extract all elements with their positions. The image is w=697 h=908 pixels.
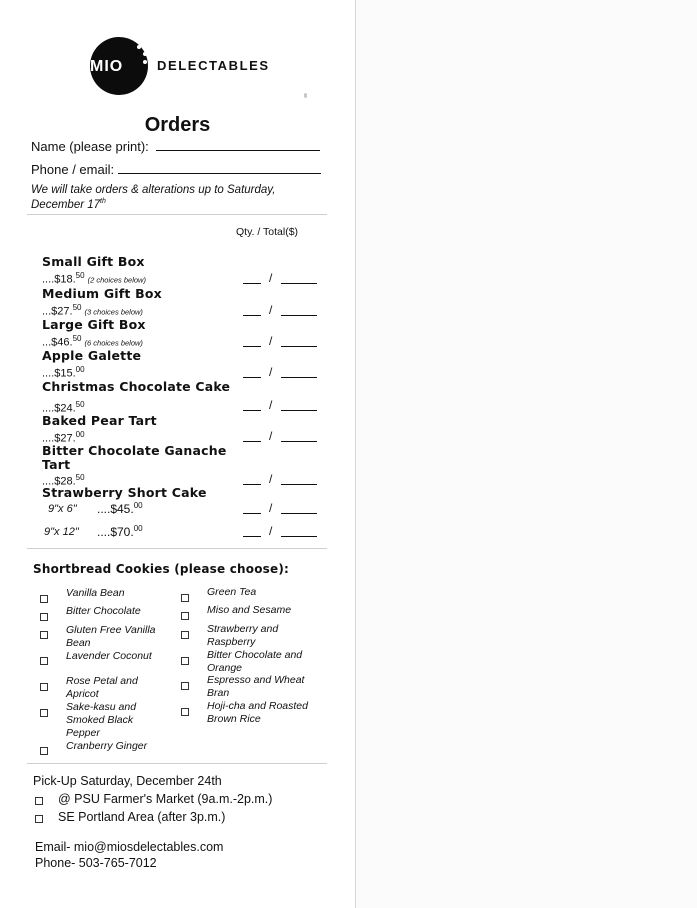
slash: / xyxy=(269,472,273,486)
qty-field[interactable] xyxy=(243,346,261,347)
product-name: Small Gift Box xyxy=(42,254,145,269)
slash: / xyxy=(269,303,273,317)
cookie-option-cont: Raspberry xyxy=(207,636,256,648)
cookie-checkbox[interactable] xyxy=(40,747,48,755)
cookie-option: Strawberry and xyxy=(207,623,279,635)
total-field[interactable] xyxy=(281,484,317,485)
cookie-option: Cranberry Ginger xyxy=(66,740,148,752)
qty-field[interactable] xyxy=(243,410,261,411)
cookie-option: Lavender Coconut xyxy=(66,650,152,662)
slash: / xyxy=(269,429,273,443)
product-name: Apple Galette xyxy=(42,348,142,363)
cookie-option-cont: Apricot xyxy=(66,688,99,700)
deadline-note-line2: December 17th xyxy=(31,198,106,211)
cookie-checkbox[interactable] xyxy=(181,708,189,716)
cookies-heading: Shortbread Cookies (please choose): xyxy=(33,562,290,576)
logo-dot xyxy=(143,60,147,64)
size-price: ....$45.00 xyxy=(97,501,143,516)
total-field[interactable] xyxy=(281,346,317,347)
cookie-checkbox[interactable] xyxy=(40,657,48,665)
contact-email: Email- mio@miosdelectables.com xyxy=(35,840,224,854)
qty-field[interactable] xyxy=(243,441,261,442)
cookie-option-cont: Pepper xyxy=(66,727,100,739)
product-price: ....$18.50 (2 choices below) xyxy=(42,271,146,286)
qty-field[interactable] xyxy=(243,513,261,514)
cookie-option-cont: Brown Rice xyxy=(207,713,261,725)
total-field[interactable] xyxy=(281,377,317,378)
name-field[interactable] xyxy=(156,150,320,151)
product-price: ....$27.00 xyxy=(42,430,85,445)
cookie-option: Miso and Sesame xyxy=(207,604,292,616)
cookie-option-cont: Bran xyxy=(207,687,230,699)
product-name: Large Gift Box xyxy=(42,317,146,332)
total-field[interactable] xyxy=(281,536,317,537)
cookie-checkbox[interactable] xyxy=(40,631,48,639)
cookie-checkbox[interactable] xyxy=(181,631,189,639)
logo-dot xyxy=(137,45,141,49)
total-field[interactable] xyxy=(281,315,317,316)
cookie-option: Sake-kasu and xyxy=(66,701,137,713)
size-label: 9"x 6" xyxy=(48,503,77,515)
product-price: ...$27.50 (3 choices below) xyxy=(42,303,143,318)
phone-email-field[interactable] xyxy=(118,173,321,174)
slash: / xyxy=(269,271,273,285)
product-price: ...$46.50 (6 choices below) xyxy=(42,334,143,349)
cookie-option: Rose Petal and xyxy=(66,675,138,687)
cookie-option-cont: Orange xyxy=(207,662,243,674)
contact-phone: Phone- 503-765-7012 xyxy=(35,856,157,870)
cookie-checkbox[interactable] xyxy=(40,709,48,717)
product-name: Bitter Chocolate Ganache xyxy=(42,443,227,458)
name-label: Name (please print): xyxy=(31,139,149,154)
qty-field[interactable] xyxy=(243,484,261,485)
cookie-option: Gluten Free Vanilla xyxy=(66,624,156,636)
slash: / xyxy=(269,334,273,348)
pickup-heading: Pick-Up Saturday, December 24th xyxy=(33,774,222,788)
cookie-option: Vanilla Bean xyxy=(66,587,125,599)
total-field[interactable] xyxy=(281,283,317,284)
divider xyxy=(27,548,327,549)
cookie-checkbox[interactable] xyxy=(181,657,189,665)
qty-field[interactable] xyxy=(243,283,261,284)
pickup-checkbox-psu[interactable] xyxy=(35,797,43,805)
pickup-option-psu: @ PSU Farmer's Market (9a.m.-2p.m.) xyxy=(58,792,273,806)
product-name: Medium Gift Box xyxy=(42,286,162,301)
paper-speck xyxy=(304,93,307,98)
cookie-option: Hoji-cha and Roasted xyxy=(207,700,308,712)
phone-label: Phone / email: xyxy=(31,162,115,177)
pickup-option-se: SE Portland Area (after 3p.m.) xyxy=(58,810,226,824)
cookie-option-cont: Smoked Black xyxy=(66,714,134,726)
qty-field[interactable] xyxy=(243,377,261,378)
total-field[interactable] xyxy=(281,441,317,442)
product-price: ....$24.50 xyxy=(42,400,85,415)
logo-mio-text: MIO xyxy=(90,58,124,75)
total-field[interactable] xyxy=(281,513,317,514)
product-name-cont: Tart xyxy=(42,457,71,472)
deadline-note-line1: We will take orders & alterations up to Saturday, xyxy=(31,184,276,196)
size-price: ....$70.00 xyxy=(97,524,143,539)
cookie-checkbox[interactable] xyxy=(40,683,48,691)
cookie-option: Bitter Chocolate xyxy=(66,605,141,617)
slash: / xyxy=(269,524,273,538)
cookie-checkbox[interactable] xyxy=(181,594,189,602)
slash: / xyxy=(269,365,273,379)
product-price: ....$28.50 xyxy=(42,473,85,488)
slash: / xyxy=(269,398,273,412)
product-price: ....$15.00 xyxy=(42,365,85,380)
qty-field[interactable] xyxy=(243,536,261,537)
cookie-option: Green Tea xyxy=(207,586,257,598)
size-label: 9"x 12" xyxy=(44,526,79,538)
cookie-checkbox[interactable] xyxy=(40,613,48,621)
logo-dot xyxy=(143,52,147,56)
page-title: Orders xyxy=(144,114,211,136)
cookie-option-cont: Bean xyxy=(66,637,91,649)
product-name: Strawberry Short Cake xyxy=(42,485,207,500)
cookie-checkbox[interactable] xyxy=(181,682,189,690)
total-field[interactable] xyxy=(281,410,317,411)
logo-delectables-text: DELECTABLES xyxy=(157,58,270,73)
product-name: Christmas Chocolate Cake xyxy=(42,379,231,394)
product-name: Baked Pear Tart xyxy=(42,413,157,428)
cookie-checkbox[interactable] xyxy=(181,612,189,620)
slash: / xyxy=(269,501,273,515)
cookie-option: Bitter Chocolate and xyxy=(207,649,303,661)
qty-field[interactable] xyxy=(243,315,261,316)
cookie-checkbox[interactable] xyxy=(40,595,48,603)
divider xyxy=(27,214,327,215)
divider xyxy=(27,763,327,764)
qty-total-header: Qty. / Total($) xyxy=(236,226,299,238)
pickup-checkbox-se[interactable] xyxy=(35,815,43,823)
cookie-option: Espresso and Wheat xyxy=(207,674,305,686)
